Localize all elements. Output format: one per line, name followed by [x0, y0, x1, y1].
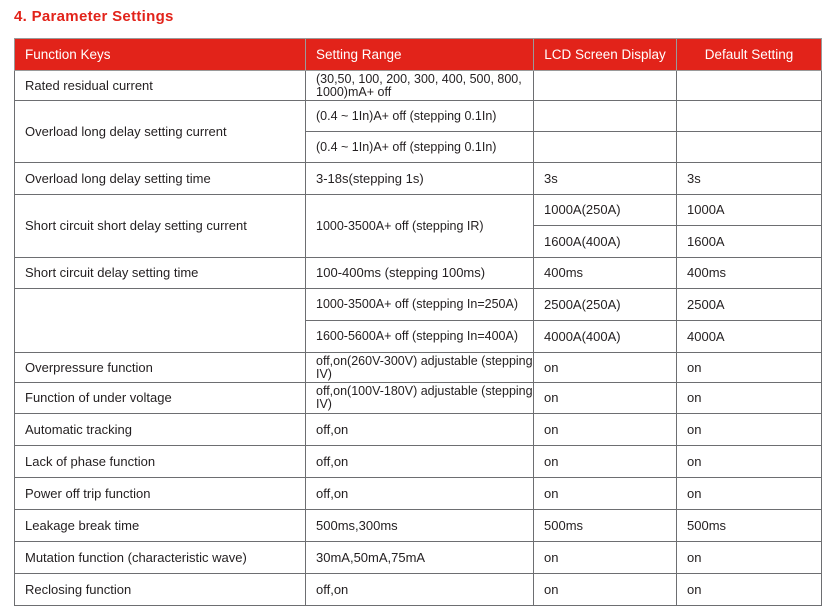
table-row: [15, 414, 822, 446]
function-name: Short circuit delay setting time: [15, 258, 306, 289]
lcd-value: on: [534, 353, 677, 383]
table-row: [15, 195, 822, 226]
setting-range: 3-18s(stepping 1s): [306, 163, 534, 195]
section-title: 4. Parameter Settings: [14, 8, 174, 25]
function-name: Leakage break time: [15, 510, 306, 542]
table-row: [15, 71, 822, 101]
default-value: 3s: [677, 163, 822, 195]
setting-range: (0.4 ~ 1In)A+ off (stepping 0.1In): [306, 132, 534, 163]
table-row: [15, 383, 822, 414]
lcd-value: 3s: [534, 163, 677, 195]
table-row: [15, 574, 822, 606]
default-value: on: [677, 414, 822, 446]
table-row: [15, 258, 822, 289]
table-row: [15, 542, 822, 574]
setting-range: 30mA,50mA,75mA: [306, 542, 534, 574]
setting-range: (30,50, 100, 200, 300, 400, 500, 800, 1000)mA+ off: [306, 71, 534, 101]
setting-range: off,on: [306, 414, 534, 446]
function-name: Overpressure function: [15, 353, 306, 383]
lcd-value: on: [534, 478, 677, 510]
table-row: [15, 163, 822, 195]
setting-range: off,on: [306, 446, 534, 478]
default-value: 1000A: [677, 195, 822, 226]
lcd-value: on: [534, 414, 677, 446]
default-value: [677, 132, 822, 163]
default-value: on: [677, 478, 822, 510]
lcd-value: [534, 101, 677, 132]
header-function-keys: Function Keys: [15, 39, 306, 71]
default-value: [677, 101, 822, 132]
setting-range: (0.4 ~ 1In)A+ off (stepping 0.1In): [306, 101, 534, 132]
parameter-settings-table: [14, 38, 822, 606]
setting-range: 500ms,300ms: [306, 510, 534, 542]
lcd-value: 4000A(400A): [534, 321, 677, 353]
function-name: Lack of phase function: [15, 446, 306, 478]
default-value: on: [677, 446, 822, 478]
default-value: on: [677, 353, 822, 383]
default-value: 400ms: [677, 258, 822, 289]
setting-range: 1600-5600A+ off (stepping In=400A): [306, 321, 534, 353]
default-value: 4000A: [677, 321, 822, 353]
function-name: Rated residual current: [15, 71, 306, 101]
setting-range: off,on(260V-300V) adjustable (stepping IV): [306, 353, 534, 383]
table-row: [15, 510, 822, 542]
setting-range: off,on(100V-180V) adjustable (stepping IV): [306, 383, 534, 414]
header-lcd-display: LCD Screen Display: [534, 39, 677, 71]
function-name: [15, 289, 306, 353]
lcd-value: 400ms: [534, 258, 677, 289]
lcd-value: 1600A(400A): [534, 226, 677, 258]
default-value: on: [677, 574, 822, 606]
table-row: [15, 289, 822, 321]
default-value: [677, 71, 822, 101]
default-value: 1600A: [677, 226, 822, 258]
function-name: Mutation function (characteristic wave): [15, 542, 306, 574]
function-name: Overload long delay setting time: [15, 163, 306, 195]
table-row: [15, 353, 822, 383]
function-name: Automatic tracking: [15, 414, 306, 446]
table-row: [15, 446, 822, 478]
lcd-value: on: [534, 574, 677, 606]
default-value: on: [677, 383, 822, 414]
lcd-value: on: [534, 383, 677, 414]
setting-range: off,on: [306, 478, 534, 510]
table-header-row: [15, 39, 822, 71]
lcd-value: [534, 132, 677, 163]
header-setting-range: Setting Range: [306, 39, 534, 71]
table-row: [15, 478, 822, 510]
lcd-value: 1000A(250A): [534, 195, 677, 226]
function-name: Power off trip function: [15, 478, 306, 510]
function-name: Overload long delay setting current: [15, 101, 306, 163]
lcd-value: [534, 71, 677, 101]
setting-range: off,on: [306, 574, 534, 606]
default-value: 2500A: [677, 289, 822, 321]
default-value: 500ms: [677, 510, 822, 542]
setting-range: 1000-3500A+ off (stepping In=250A): [306, 289, 534, 321]
function-name: Function of under voltage: [15, 383, 306, 414]
lcd-value: 2500A(250A): [534, 289, 677, 321]
setting-range: 1000-3500A+ off (stepping IR): [306, 195, 534, 258]
default-value: on: [677, 542, 822, 574]
header-default-setting: Default Setting: [677, 39, 822, 71]
setting-range: 100-400ms (stepping 100ms): [306, 258, 534, 289]
lcd-value: 500ms: [534, 510, 677, 542]
lcd-value: on: [534, 542, 677, 574]
lcd-value: on: [534, 446, 677, 478]
function-name: Reclosing function: [15, 574, 306, 606]
function-name: Short circuit short delay setting current: [15, 195, 306, 258]
table-row: [15, 101, 822, 132]
